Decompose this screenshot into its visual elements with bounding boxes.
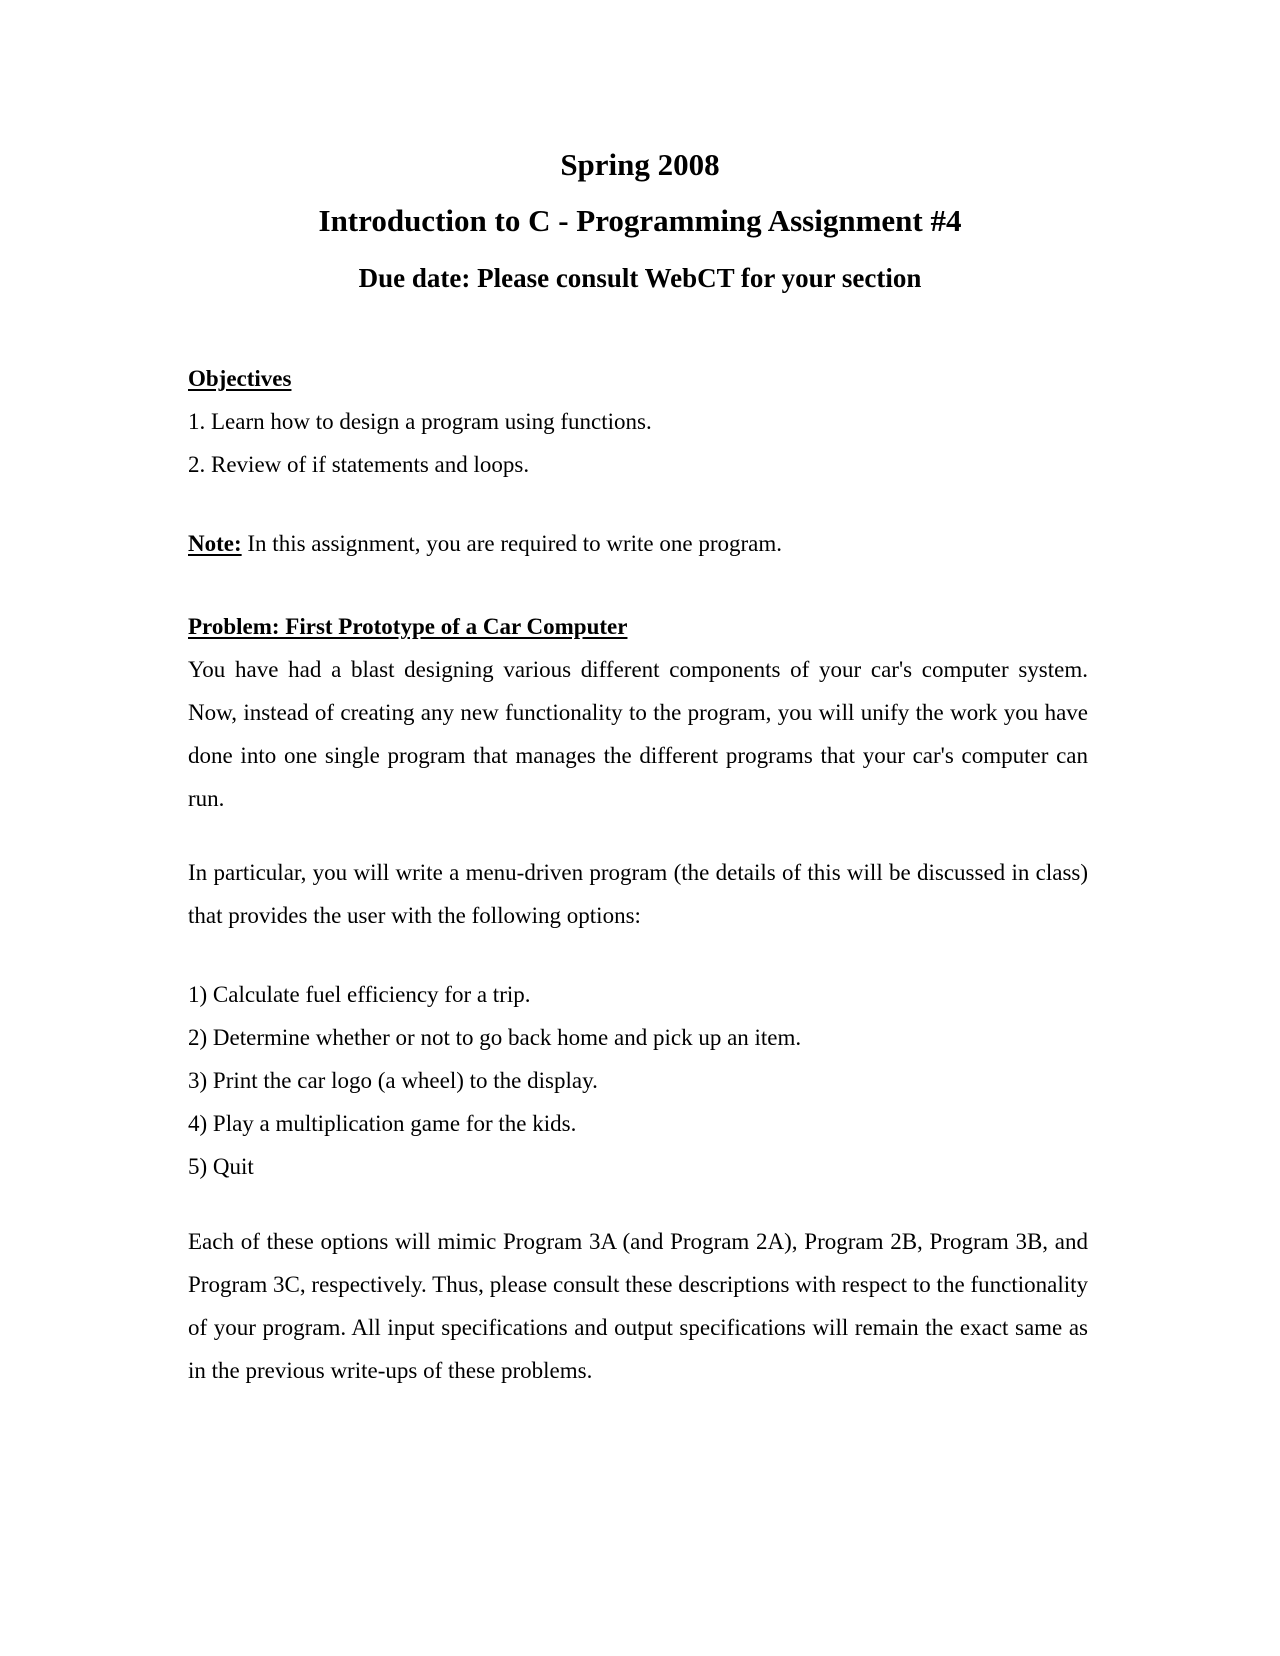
note-section (188, 522, 1088, 565)
menu-option-4: 4) Play a multiplication game for the kids. (188, 1111, 577, 1136)
due-date-line: Due date: Please consult WebCT for your section (358, 263, 922, 293)
menu-option-1: 1) Calculate fuel efficiency for a trip. (188, 982, 531, 1007)
menu-options-list (188, 973, 1088, 1188)
menu-option-3: 3) Print the car logo (a wheel) to the display. (188, 1068, 598, 1093)
problem-heading: Problem: First Prototype of a Car Computer (188, 614, 628, 639)
problem-paragraph-1: You have had a blast designing various different components of your car's computer system. Now, instead of creating any new functionality to the program, you will unify the work you have done into one single program that manages the different programs that your car's computer can run. (188, 657, 1088, 811)
objective-item-2: 2. Review of if statements and loops. (188, 452, 530, 477)
problem-section (188, 605, 1088, 820)
menu-option-2: 2) Determine whether or not to go back home and pick up an item. (188, 1025, 802, 1050)
term-heading: Spring 2008 (560, 147, 720, 182)
menu-option-5: 5) Quit (188, 1154, 254, 1179)
note-text: In this assignment, you are required to write one program. (241, 531, 782, 556)
objective-item-1: 1. Learn how to design a program using functions. (188, 409, 652, 434)
objectives-section (188, 357, 1088, 486)
objectives-heading: Objectives (188, 366, 292, 391)
note-label: Note: (188, 531, 242, 556)
problem-paragraph-2: In particular, you will write a menu-driven program (the details of this will be discussed in class) that provides the user with the following options: (188, 860, 1088, 928)
assignment-title: Introduction to C - Programming Assignment #4 (318, 203, 962, 238)
problem-paragraph-3: Each of these options will mimic Program 3A (and Program 2A), Program 2B, Program 3B, and Program 3C, respectively. Thus, please consult these descriptions with respect to the functionality of your program. All input specifications and output specifications will remain the exact same as in the previous write-ups of these problems. (188, 1229, 1088, 1383)
